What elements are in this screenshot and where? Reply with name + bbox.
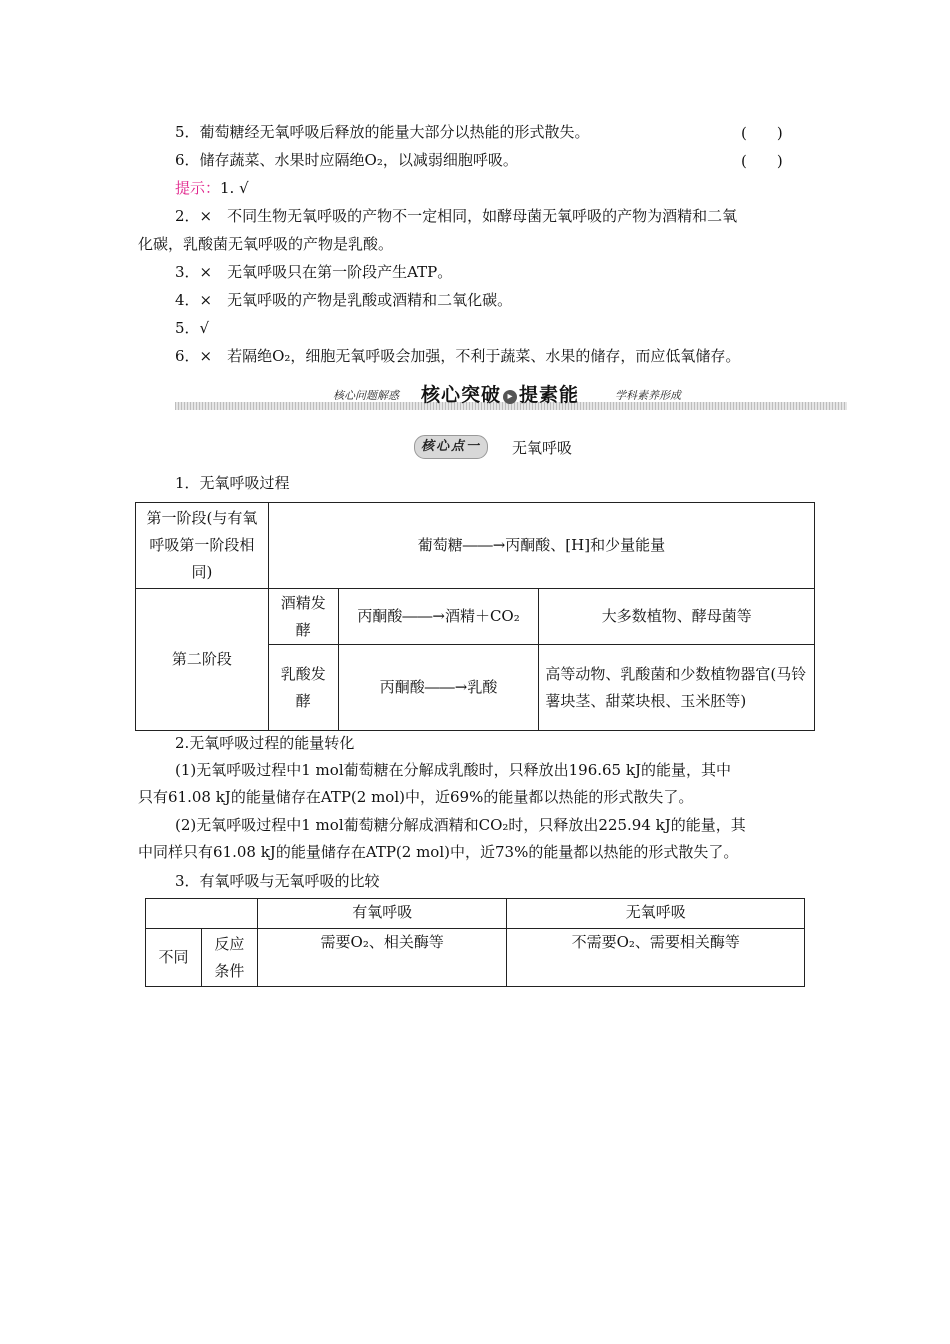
condition-anaerobic: 不需要O₂、需要相关酶等 <box>507 929 805 987</box>
answer-6: 6．× 若隔绝O₂，细胞无氧呼吸会加强，不利于蔬菜、水果的储存，而应低氧储存。 <box>175 347 741 365</box>
stage2-label: 第二阶段 <box>136 589 269 731</box>
section-2-heading: 2.无氧呼吸过程的能量转化 <box>175 734 355 752</box>
comparison-table <box>145 898 805 987</box>
section-1-heading: 1．无氧呼吸过程 <box>175 474 290 492</box>
hint-answer-1: 1. √ <box>220 179 249 197</box>
arrow-icon: ▸ <box>503 390 517 404</box>
header-aerobic: 有氧呼吸 <box>257 899 507 929</box>
section-2-p2-line2: 中同样只有61.08 kJ的能量储存在ATP(2 mol)中，近73%的能量都以热能的形式散失了。 <box>138 843 739 861</box>
banner-right-text: 学科素养形成 <box>615 389 681 402</box>
difference-label: 不同 <box>146 929 202 987</box>
question-6: 6．储存蔬菜、水果时应隔绝O₂，以减弱细胞呼吸。 <box>175 151 518 169</box>
header-anaerobic: 无氧呼吸 <box>507 899 805 929</box>
answer-2-line-1: 2．× 不同生物无氧呼吸的产物不一定相同，如酵母菌无氧呼吸的产物为酒精和二氧 <box>175 207 738 225</box>
question-5: 5．葡萄糖经无氧呼吸后释放的能量大部分以热能的形式散失。 <box>175 123 590 141</box>
lactic-process: 丙酮酸――→乳酸 <box>338 645 539 731</box>
answer-2-line-2: 化碳，乳酸菌无氧呼吸的产物是乳酸。 <box>138 235 394 253</box>
section-2-p1-line1: (1)无氧呼吸过程中1 mol葡萄糖在分解成乳酸时，只释放出196.65 kJ的能量，其中 <box>175 761 731 779</box>
banner-title-a: 核心突破 <box>421 384 502 406</box>
answer-3: 3．× 无氧呼吸只在第一阶段产生ATP。 <box>175 263 453 281</box>
stage1-label: 第一阶段(与有氧呼吸第一阶段相同) <box>136 503 269 589</box>
hint-label: 提示： <box>175 179 221 197</box>
lactic-fermentation-label: 乳酸发酵 <box>268 645 338 731</box>
banner-title <box>421 380 579 407</box>
keypoint-badge: 核心点一 <box>414 435 488 459</box>
keypoint-title: 无氧呼吸 <box>512 439 573 457</box>
section-banner <box>175 378 847 414</box>
condition-aerobic: 需要O₂、相关酶等 <box>257 929 507 987</box>
section-2-p2-line1: (2)无氧呼吸过程中1 mol葡萄糖分解成酒精和CO₂时，只释放出225.94 kJ的能量，其 <box>175 816 746 834</box>
answer-blank-6: ( ) <box>741 152 783 170</box>
reaction-condition-label: 反应条件 <box>201 929 257 987</box>
section-2-p1-line2: 只有61.08 kJ的能量储存在ATP(2 mol)中，近69%的能量都以热能的形式散失了。 <box>138 788 694 806</box>
header-empty-cell <box>146 899 258 929</box>
section-3-heading: 3．有氧呼吸与无氧呼吸的比较 <box>175 872 380 890</box>
answer-blank-5: ( ) <box>741 124 783 142</box>
answer-4: 4．× 无氧呼吸的产物是乳酸或酒精和二氧化碳。 <box>175 291 513 309</box>
stage1-process: 葡萄糖――→丙酮酸、[H]和少量能量 <box>268 503 814 589</box>
anaerobic-process-table <box>135 502 815 731</box>
lactic-organisms: 高等动物、乳酸菌和少数植物器官(马铃薯块茎、甜菜块根、玉米胚等) <box>539 645 815 731</box>
alcohol-organisms: 大多数植物、酵母菌等 <box>539 589 815 645</box>
alcohol-process: 丙酮酸――→酒精＋CO₂ <box>338 589 539 645</box>
hint-line <box>175 178 249 198</box>
banner-title-b: 提素能 <box>519 384 580 406</box>
banner-left-text: 核心问题解惑 <box>333 389 399 402</box>
alcohol-fermentation-label: 酒精发酵 <box>268 589 338 645</box>
answer-5: 5．√ <box>175 319 210 337</box>
